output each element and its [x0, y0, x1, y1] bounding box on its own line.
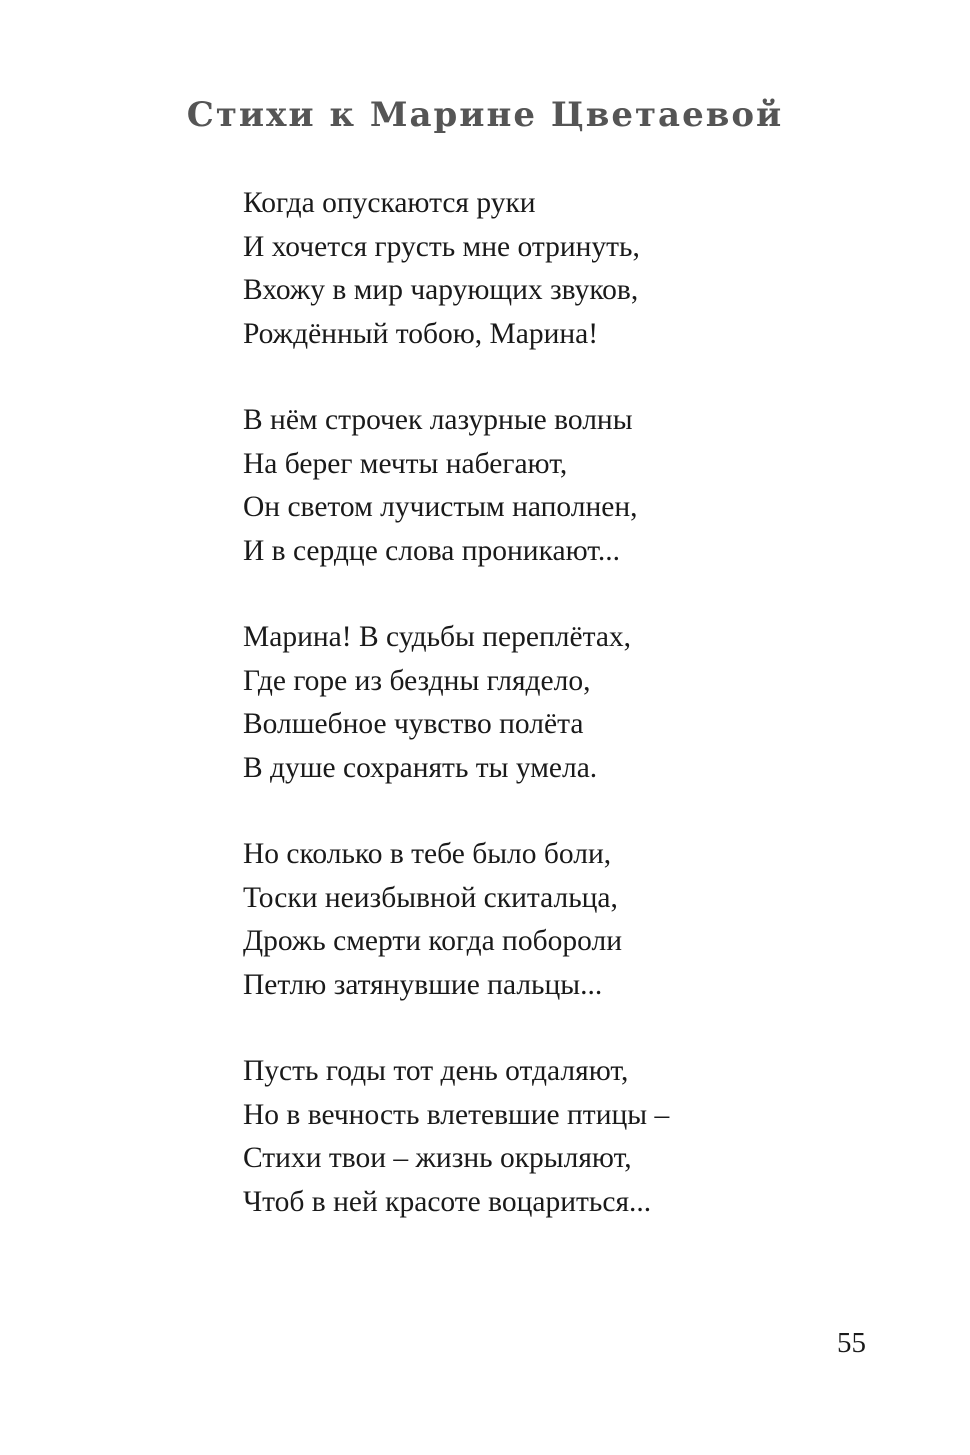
poem-line: Он светом лучистым наполнен,	[243, 491, 638, 523]
poem-line: И хочется грусть мне отринуть,	[243, 230, 640, 263]
poem-line: В нём строчек лазурные волны	[243, 404, 633, 436]
poem-line: Вхожу в мир чарующих звуков,	[243, 274, 639, 306]
page-number: 55	[837, 1327, 866, 1359]
stanza-4	[243, 833, 843, 1007]
poem-line: Волшебное чувство полёта	[243, 708, 584, 740]
poem-line: В душе сохранять ты умела.	[243, 751, 598, 784]
poem-line: Стихи твои – жизнь окрыляют,	[243, 1142, 632, 1174]
poem-line: Но в вечность влетевшие птицы –	[243, 1098, 670, 1131]
poem-line: Рождённый тобою, Марина!	[243, 317, 599, 350]
poem-line: Когда опускаются руки	[243, 187, 536, 219]
poem-line: Дрожь смерти когда побороли	[243, 925, 622, 957]
poem-line: Пусть годы тот день отдаляют,	[243, 1055, 629, 1087]
poem-line: Чтоб в ней красоте воцариться...	[243, 1185, 652, 1218]
poem-line: Петлю затянувшие пальцы...	[243, 968, 603, 1001]
poem-line: Где горе из бездны глядело,	[243, 664, 591, 697]
poem-line: Марина! В судьбы переплётах,	[243, 621, 632, 653]
poem-title: Стихи к Марине Цветаевой	[186, 95, 784, 135]
poem-body	[243, 182, 843, 1267]
poem-line: И в сердце слова проникают...	[243, 534, 621, 567]
stanza-5	[243, 1050, 843, 1224]
poem-line: Но сколько в тебе было боли,	[243, 838, 612, 870]
poem-line: Тоски неизбывной скитальца,	[243, 881, 618, 914]
stanza-3	[243, 616, 843, 790]
stanza-2	[243, 399, 843, 573]
stanza-1	[243, 182, 843, 356]
poem-line: На берег мечты набегают,	[243, 447, 568, 480]
